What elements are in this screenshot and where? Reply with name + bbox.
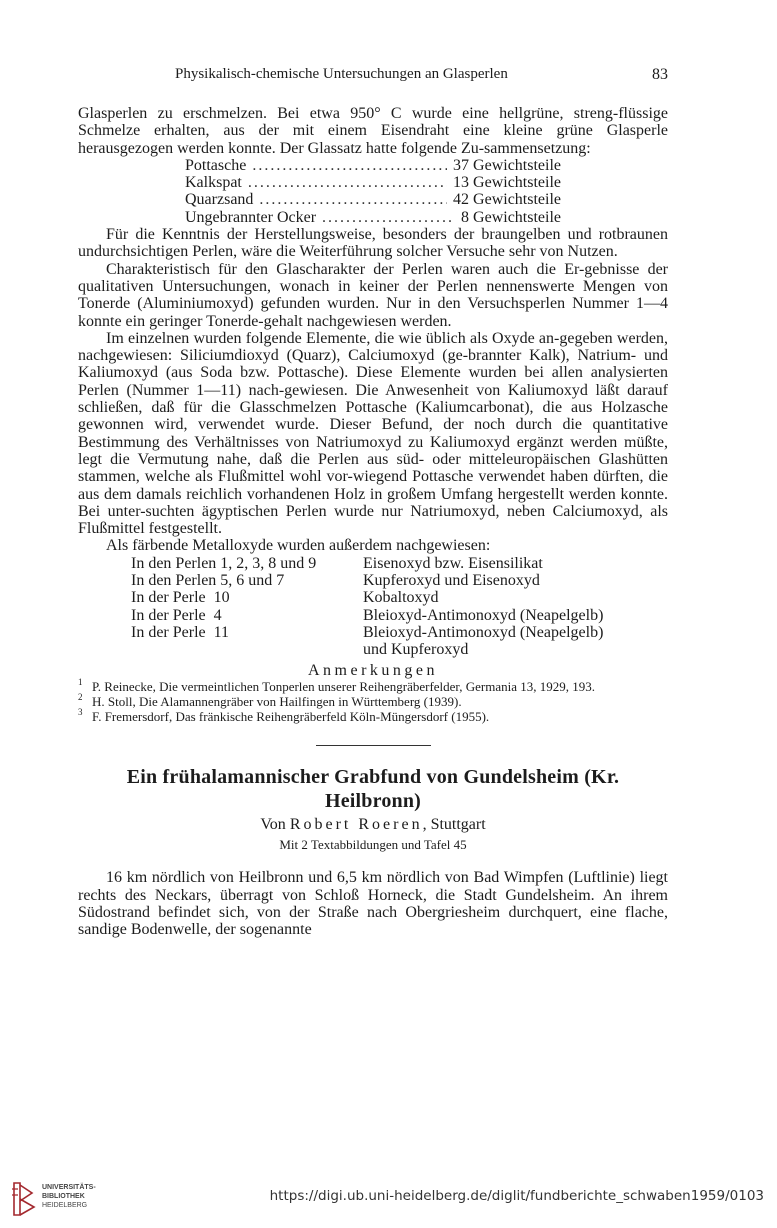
paragraph: Charakteristisch für den Glascharakter der Perlen waren auch die Er-gebnisse der qualitativen Untersuchungen, wonach in keiner der Perlen nennenswerte Mengen von Tonerde (Aluminiumoxyd) gefunden wurden. Nur in den Versuchsperlen Nummer 1—4 konnte ein geringer Tonerde-gehalt nachgewiesen werden. — [78, 260, 668, 330]
oxide-compound: Kobaltoxyd — [363, 589, 439, 607]
oxide-beads — [131, 641, 363, 658]
leader-dots — [252, 157, 447, 174]
oxide-beads: In den Perlen 1, 2, 3, 8 und 9 — [131, 554, 317, 572]
leader-dots — [322, 209, 455, 226]
material: Quarzsand — [185, 191, 254, 209]
leader-dots — [259, 191, 447, 208]
oxide-compound: Bleioxyd-Antimonoxyd (Neapelgelb) — [363, 606, 604, 624]
composition-row — [185, 209, 561, 226]
article-title: Ein frühalamannischer Grabfund von Gundelsheim (Kr. Heilbronn) — [126, 765, 620, 812]
leader-dots — [248, 174, 447, 191]
amount: 42 Gewichtsteile — [453, 191, 561, 209]
amount: 13 Gewichtsteile — [453, 174, 561, 192]
material: Ungebrannter Ocker — [185, 208, 317, 226]
footnote-text: P. Reinecke, Die vermeintlichen Tonperlen unserer Reihengräberfelder, Germania 13, 1929, 193. — [92, 678, 595, 694]
footnote-number: 1 — [78, 676, 83, 687]
oxide-row — [131, 641, 651, 658]
figures-note: Mit 2 Textabbildungen und Tafel 45 — [279, 837, 467, 853]
oxide-row — [131, 572, 651, 589]
oxide-row — [131, 589, 651, 606]
library-name-line: UNIVERSITÄTS- — [42, 1184, 96, 1191]
composition-table — [185, 157, 561, 226]
section-divider — [316, 745, 431, 746]
oxide-row — [131, 555, 651, 572]
running-title: Physikalisch-chemische Untersuchungen an Glasperlen — [175, 66, 508, 82]
composition-row — [185, 157, 561, 174]
byline-suffix: , Stuttgart — [422, 815, 486, 833]
notes-heading: Anmerkungen — [307, 661, 439, 679]
library-name-line: HEIDELBERG — [42, 1202, 88, 1209]
oxide-beads: In der Perle 4 — [131, 606, 222, 624]
paragraph: Im einzelnen wurden folgende Elemente, die wie üblich als Oxyde an-gegeben werden, nachgewiesen: Siliciumdioxyd (Quarz), Calciumoxyd (ge-brannter Kalk), Natrium- und Kaliumoxyd (aus Soda bzw. Pottasche). Diese Elemente wurden bei allen analysierten Perlen (Nummer 1—11) nach-gewiesen. Die Anwesenheit von Kaliumoxyd läßt darauf schließen, daß für die Glasschmelzen Pottasche (Kaliumcarbonat), die aus Holzasche gewonnen wird, verwendet wurde. Dieser Befund, der noch durch die quantitative Bestimmung des Verhältnisses von Natriumoxyd zu Kaliumoxyd ergänzt werden müßte, legt die Vermutung nahe, daß die Perlen aus süd- oder mitteleuropäischen Glashütten stammen, welche als Flußmittel wohl vor-wiegend Pottasche verwendet haben dürften, die aus dem damals reichlich vorhandenen Holz in großem Umfang hergestellt werden konnte. Bei unter-suchten ägyptischen Perlen wurde nur Natriumoxyd, neben Calciumoxyd, als Flußmittel festgestellt. — [78, 329, 668, 538]
oxide-compound: und Kupferoxyd — [363, 641, 469, 659]
paragraph: Als färbende Metalloxyde wurden außerdem nachgewiesen: — [106, 537, 491, 555]
oxide-beads: In der Perle 11 — [131, 623, 230, 641]
footnote-text: H. Stoll, Die Alamannengräber von Hailfingen in Württemberg (1939). — [92, 693, 462, 709]
oxide-row — [131, 624, 651, 641]
library-name — [42, 1183, 96, 1210]
oxide-compound: Bleioxyd-Antimonoxyd (Neapelgelb) — [363, 623, 604, 641]
oxide-row — [131, 607, 651, 624]
page-number: 83 — [652, 66, 668, 83]
body-text — [78, 105, 668, 939]
footnote — [78, 676, 668, 694]
amount: 37 Gewichtsteile — [453, 156, 561, 174]
amount: 8 Gewichtsteile — [461, 208, 561, 226]
running-header — [78, 66, 668, 84]
paragraph: Glasperlen zu erschmelzen. Bei etwa 950° C wurde eine hellgrüne, streng-flüssige Schmelze erhalten, aus der mit einem Eisendraht eine kleine grüne Glasperle herausgezogen werden konnte. Der Glassatz hatte folgende Zu-sammensetzung: — [78, 105, 668, 157]
footnote-text: F. Fremersdorf, Das fränkische Reihengräberfeld Köln-Müngersdorf (1955). — [92, 708, 490, 724]
footnote — [78, 691, 668, 709]
library-name-line: BIBLIOTHEK — [42, 1193, 85, 1200]
footer — [0, 1160, 777, 1228]
oxide-compound: Kupferoxyd und Eisenoxyd — [363, 572, 540, 590]
byline-prefix: Von — [260, 815, 286, 833]
oxide-beads: In den Perlen 5, 6 und 7 — [131, 572, 285, 590]
footnote-number: 3 — [78, 706, 83, 717]
oxide-compound: Eisenoxyd bzw. Eisensilikat — [363, 554, 543, 572]
footnote — [78, 706, 668, 724]
source-url[interactable]: https://digi.ub.uni-heidelberg.de/diglit/fundberichte_schwaben1959/0103 — [269, 1188, 764, 1204]
paragraph: 16 km nördlich von Heilbronn und 6,5 km nördlich von Bad Wimpfen (Luftlinie) liegt rechts des Neckars, überragt von Schloß Horneck, die Stadt Gundelsheim. An ihrem Südostrand befindet sich, von der Straße nach Obergriesheim durchquert, eine flache, sandige Bodenwelle, der sogenannte — [78, 869, 668, 939]
author-name: Robert Roeren — [289, 815, 423, 833]
composition-row — [185, 191, 561, 208]
oxide-table — [131, 555, 651, 659]
oxide-beads: In der Perle 10 — [131, 589, 230, 607]
footnotes — [78, 676, 668, 724]
library-logo-icon — [10, 1179, 40, 1219]
paragraph: Für die Kenntnis der Herstellungsweise, besonders der braungelben und rotbraunen undurchsichtigen Perlen, wäre die Weiterführung solcher Versuche sehr von Nutzen. — [78, 226, 668, 261]
composition-row — [185, 174, 561, 191]
byline — [78, 816, 668, 833]
material: Pottasche — [185, 156, 247, 174]
material: Kalkspat — [185, 174, 242, 192]
footnote-number: 2 — [78, 691, 83, 702]
